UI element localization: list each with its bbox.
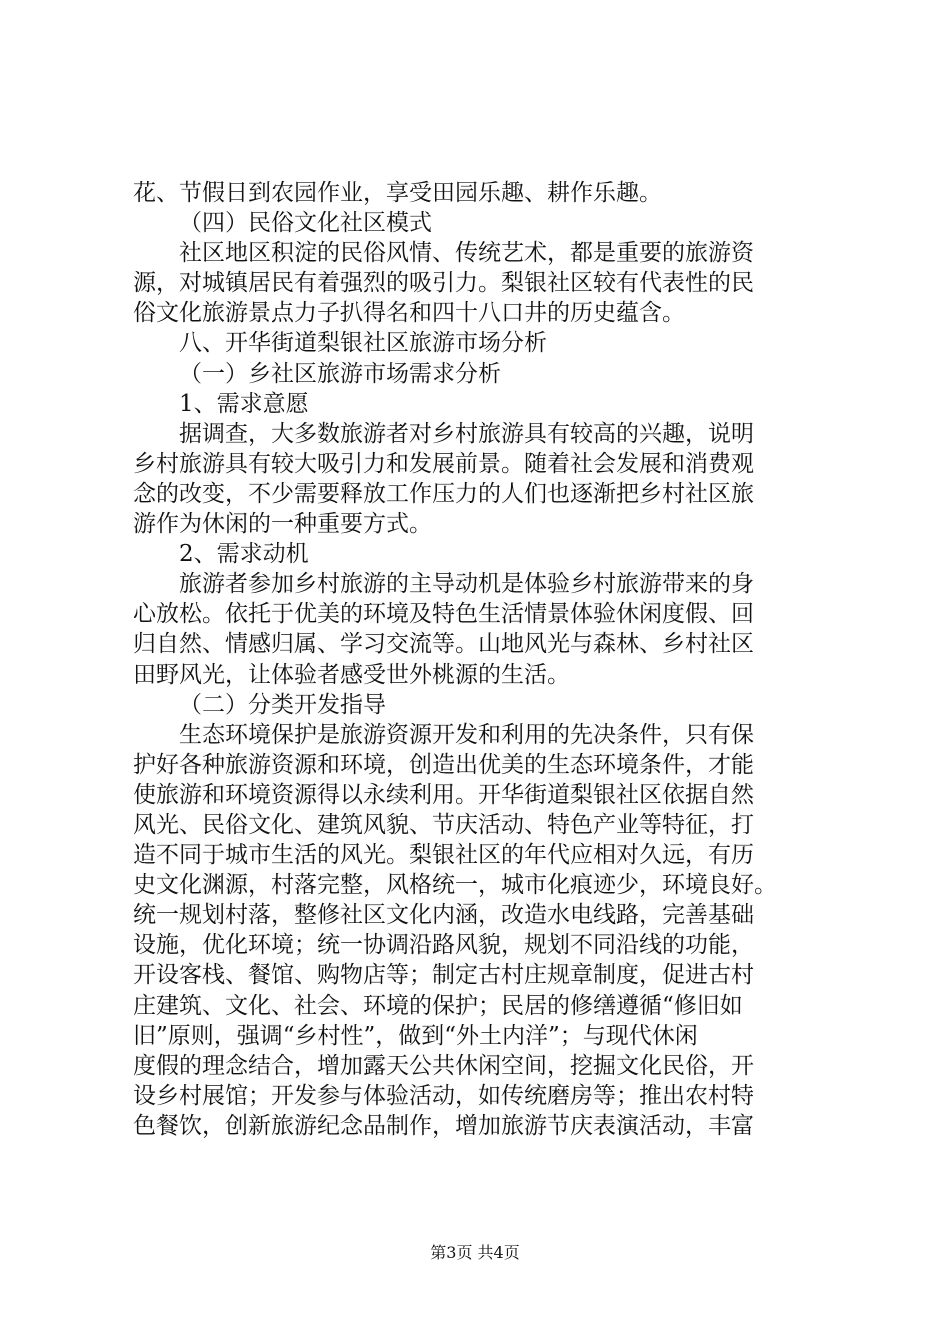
text-line: 游作为休闲的一种重要方式。 — [133, 511, 432, 538]
text-line: 1、需求意愿 — [179, 390, 309, 417]
document-body — [133, 178, 833, 1141]
text-line: 造不同于城市生活的风光。梨银社区的年代应相对久远，有历 — [133, 842, 754, 869]
text-line: 使旅游和环境资源得以永续利用。开华街道梨银社区依据自然 — [133, 781, 754, 808]
text-line: 田野风光，让体验者感受世外桃源的生活。 — [133, 661, 570, 688]
text-line: 设施，优化环境；统一协调沿路风貌，规划不同沿线的功能， — [133, 932, 754, 959]
text-line: 花、节假日到农园作业，享受田园乐趣、耕作乐趣。 — [133, 180, 662, 206]
text-line: 乡村旅游具有较大吸引力和发展前景。随着社会发展和消费观 — [133, 450, 754, 477]
text-line: 社区地区积淀的民俗风情、传统艺术，都是重要的旅游资 — [179, 240, 754, 267]
text-line: 庄建筑、文化、社会、环境的保护；民居的修缮遵循“修旧如 — [133, 992, 743, 1019]
text-line: 俗文化旅游景点力子扒得名和四十八口井的历史蕴含。 — [133, 300, 685, 327]
text-line: 念的改变，不少需要释放工作压力的人们也逐渐把乡村社区旅 — [133, 480, 754, 507]
text-line: 旅游者参加乡村旅游的主导动机是体验乡村旅游带来的身 — [179, 571, 754, 598]
text-line: 统一规划村落，整修社区文化内涵，改造水电线路，完善基础 — [133, 902, 754, 929]
text-line: （四）民俗文化社区模式 — [179, 210, 432, 237]
text-line: 源，对城镇居民有着强烈的吸引力。梨银社区较有代表性的民 — [133, 270, 754, 297]
text-line: 归自然、情感归属、学习交流等。山地风光与森林、乡村社区 — [133, 631, 754, 658]
text-line: 度假的理念结合，增加露天公共休闲空间，挖掘文化民俗，开 — [133, 1052, 754, 1079]
text-line: 开设客栈、餐馆、购物店等；制定古村庄规章制度，促进古村 — [133, 962, 754, 989]
text-line: 风光、民俗文化、建筑风貌、节庆活动、特色产业等特征，打 — [133, 811, 754, 838]
text-line: 心放松。依托于优美的环境及特色生活情景体验休闲度假、回 — [133, 601, 754, 628]
text-line: 色餐饮，创新旅游纪念品制作，增加旅游节庆表演活动，丰富 — [133, 1112, 754, 1139]
text-line: 旧”原则，强调“乡村性”，做到“外土内洋”；与现代休闲 — [133, 1022, 698, 1049]
text-line: （二）分类开发指导 — [179, 691, 386, 718]
text-line: 护好各种旅游资源和环境，创造出优美的生态环境条件，才能 — [133, 751, 754, 778]
text-line: 设乡村展馆；开发参与体验活动，如传统磨房等；推出农村特 — [133, 1082, 754, 1109]
text-line: 八、开华街道梨银社区旅游市场分析 — [179, 330, 547, 357]
text-line: 生态环境保护是旅游资源开发和利用的先决条件，只有保 — [179, 721, 754, 748]
page-number-footer: 第3页 共4页 — [430, 1243, 520, 1262]
text-line: 2、需求动机 — [179, 541, 309, 568]
text-line: 据调查，大多数旅游者对乡村旅游具有较高的兴趣，说明 — [179, 420, 754, 447]
text-line: （一）乡社区旅游市场需求分析 — [179, 360, 501, 387]
text-line: 史文化渊源，村落完整，风格统一，城市化痕迹少，环境良好。 — [133, 872, 777, 899]
